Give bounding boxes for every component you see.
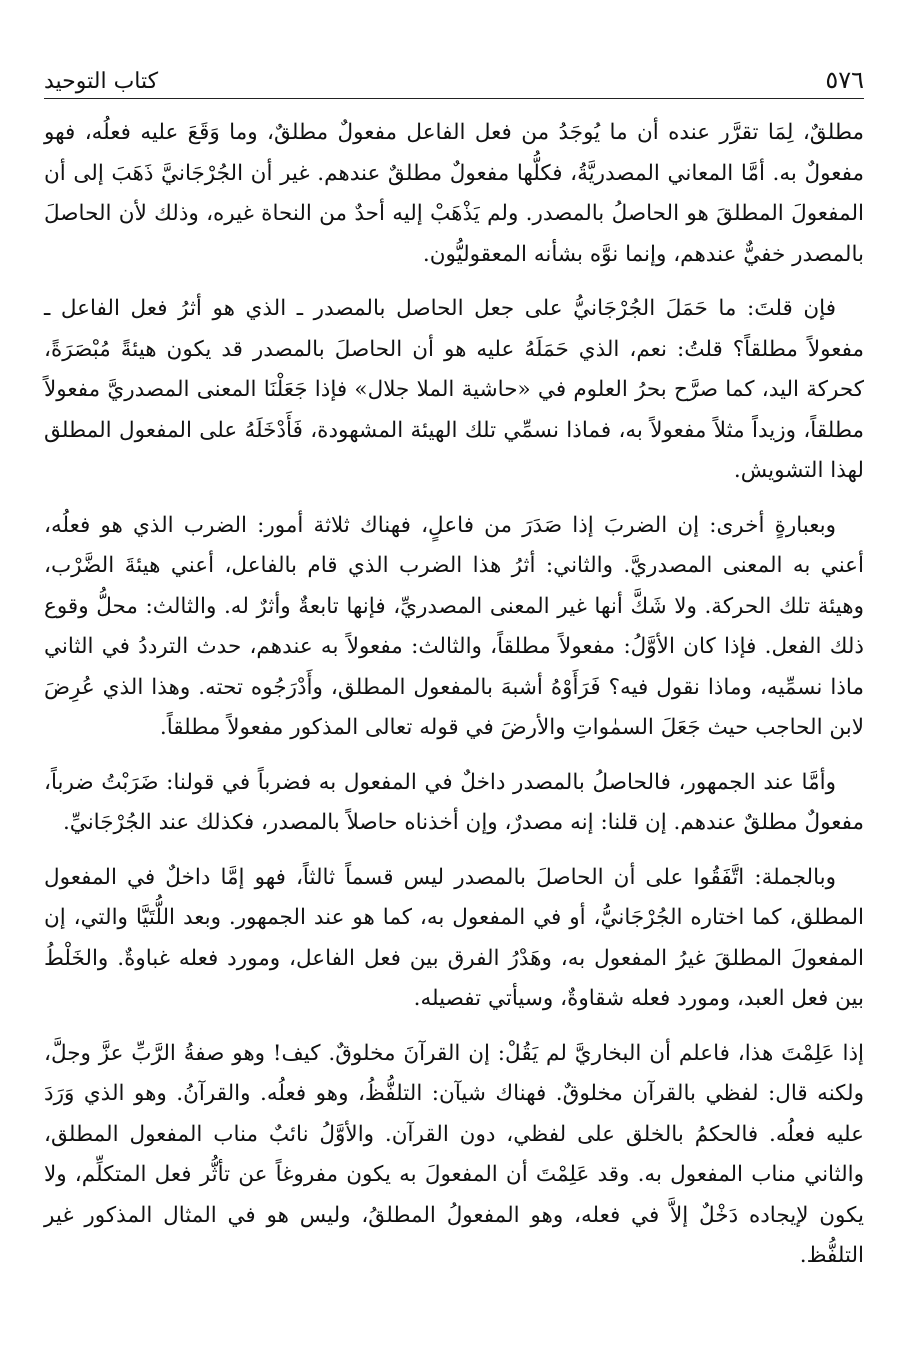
paragraph-6: إذا عَلِمْتَ هذا، فاعلم أن البخاريَّ لم يَقُلْ: إن القرآنَ مخلوقٌ. كيف! وهو صفةُ الرَّبِّ عزَّ وجلَّ، ولكنه قال: لفظي بالقرآن مخلوقٌ. فهناك شيآن: التلفُّظُ، وهو فعلُه. والقرآنُ. وهو الذي وَرَدَ عليه فعلُه. فالحكمُ بالخلق على لفظي، دون القرآن. والأوَّلُ نائبٌ مناب المفعول المطلق، والثاني مناب المفعول به. وقد عَلِمْتَ أن المفعولَ به يكون مفروغاً عن تأثُّر فعل المتكلِّم، ولا يكون لإيجاده دَخْلٌ إلاَّ في فعله، وهو المفعولُ المطلقُ، وليس هو في المثال المذكور غير التلفُّظ.	[44, 1040, 864, 1268]
paragraph-2: فإن قلتَ: ما حَمَلَ الجُرْجَانيُّ على جعل الحاصل بالمصدر ـ الذي هو أثرُ فعل الفاعل ـ مفعولاً مطلقاً؟ قلتُ: نعم، الذي حَمَلَهُ عليه هو أن الحاصلَ بالمصدر قد يكون هيئةً مُبْصَرَةً، كحركة اليد، كما صرَّح بحرُ العلوم في «حاشية الملا جلال» فإذا جَعَلْنَا المعنى المصدريَّ مفعولاً مطلقاً، وزيداً مثلاً مفعولاً به، فماذا نسمِّي تلك الهيئة المشهودة، فَأَدْخَلَهُ على المفعول المطلق لهذا التشويش.	[44, 296, 864, 483]
page-number: ٥٧٦	[825, 66, 864, 94]
paragraph-5: وبالجملة: اتَّفَقُوا على أن الحاصلَ بالمصدر ليس قسماً ثالثاً، فهو إمَّا داخلٌ في المفعول المطلق، كما اختاره الجُرْجَانيُّ، أو في المفعول به، كما هو عند الجمهور. وبعد اللُّتَيَّا والتي، إن المفعولَ المطلقَ غيرُ المفعول به، وهَدْرُ الفرق بين فعل الفاعل، ومورد فعله غباوةٌ. والخَلْطُ بين فعل العبد، ومورد فعله شقاوةٌ، وسيأتي تفصيله.	[44, 864, 864, 1011]
book-page	[44, 60, 864, 1340]
page-header	[44, 60, 864, 99]
paragraph-1: مطلقٌ، لِمَا تقرَّر عنده أن ما يُوجَدُ من فعل الفاعل مفعولٌ مطلقٌ، وما وَقَعَ عليه فعلُه، فهو مفعولٌ به. أمَّا المعاني المصدريَّةُ، فكلُّها مفعولٌ مطلقٌ عندهم. غير أن الجُرْجَانيَّ ذَهَبَ إلى أن المفعولَ المطلقَ هو الحاصلُ بالمصدر. ولم يَذْهَبْ إليه أحدٌ من النحاة غيره، وذلك لأن الحاصلَ بالمصدر خفيٌّ عندهم، وإنما نوَّه بشأنه المعقوليُّون.	[44, 120, 864, 267]
running-title: كتاب التوحيد	[44, 69, 159, 94]
page-body	[44, 113, 864, 1277]
paragraph-4: وأمَّا عند الجمهور، فالحاصلُ بالمصدر داخلٌ في المفعول به فضرباً في قولنا: ضَرَبْتُ ضرباً، مفعولٌ مطلقٌ عندهم. إن قلنا: إنه مصدرٌ، وإن أخذناه حاصلاً بالمصدر، فكذلك عند الجُرْجَانيِّ.	[44, 769, 864, 835]
paragraph-3: وبعبارةٍ أخرى: إن الضربَ إذا صَدَرَ من فاعلٍ، فهناك ثلاثة أمور: الضرب الذي هو فعلُه، أعني به المعنى المصدريَّ. والثاني: أثرُ هذا الضرب الذي قام بالفاعل، أعني هيئةَ الضَّرْب، وهيئة تلك الحركة. ولا شَكَّ أنها غير المعنى المصدريِّ، فإنها تابعةٌ وأثرٌ له. والثالث: محلُّ وقوع ذلك الفعل. فإذا كان الأوَّلُ: مفعولاً مطلقاً، والثالث: مفعولاً به عندهم، حدث الترددُ في الثاني ماذا نسمِّيه، وماذا نقول فيه؟ فَرَأَوْهُ أشبهَ بالمفعول المطلق، وأَدْرَجُوه تحته. وهذا الذي عُرِضَ لابن الحاجب حيث جَعَلَ السمٰواتِ والأرضَ في قوله تعالى المذكور مفعولاً مطلقاً.	[44, 512, 864, 740]
